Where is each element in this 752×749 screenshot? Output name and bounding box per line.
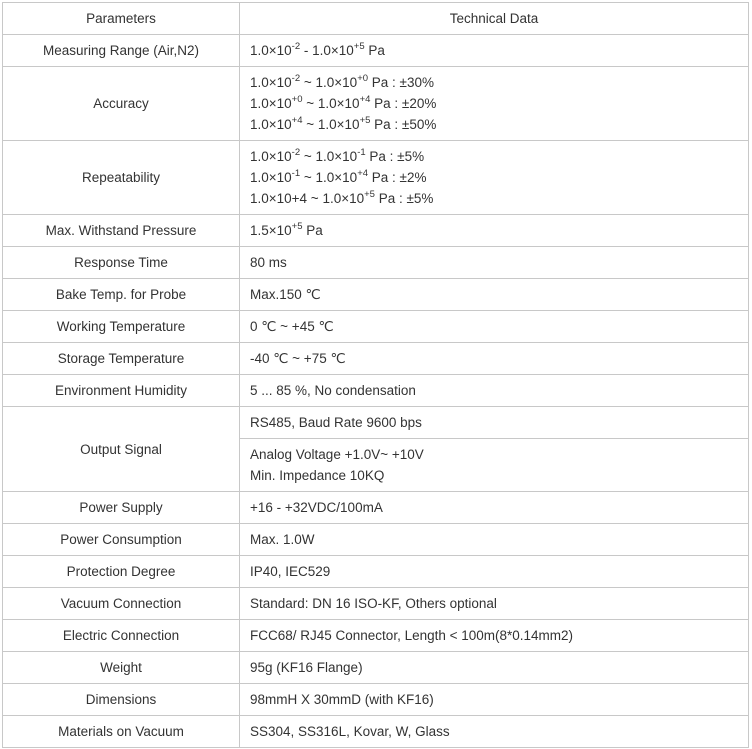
table-row-output-signal <box>3 407 749 439</box>
value-electric-connection <box>240 620 749 652</box>
param-working-temperature: Working Temperature <box>3 311 240 343</box>
table-row-power-consumption <box>3 524 749 556</box>
value-line <box>250 167 738 188</box>
value-output-signal <box>240 439 749 492</box>
value-measuring-range-air-n2 <box>240 35 749 67</box>
value-line <box>250 380 738 401</box>
value-line <box>250 284 738 305</box>
value-line <box>250 188 738 209</box>
table-row-vacuum-connection <box>3 588 749 620</box>
param-materials-on-vacuum: Materials on Vacuum <box>3 716 240 748</box>
table-row-dimensions <box>3 684 749 716</box>
value-text: 1.0×10 <box>250 75 292 90</box>
exponent: -2 <box>291 40 301 52</box>
value-line <box>250 497 738 518</box>
value-text: ~ 1.0×10 <box>300 170 358 185</box>
value-line <box>250 93 738 114</box>
exponent: -1 <box>291 167 301 179</box>
value-power-consumption <box>240 524 749 556</box>
value-text: 1.5×10 <box>250 223 292 238</box>
table-row-materials-on-vacuum <box>3 716 749 748</box>
param-weight: Weight <box>3 652 240 684</box>
param-power-supply: Power Supply <box>3 492 240 524</box>
value-line <box>250 625 738 646</box>
exponent: +4 <box>359 93 371 105</box>
value-line <box>250 114 738 135</box>
exponent: -2 <box>291 146 301 158</box>
value-working-temperature <box>240 311 749 343</box>
param-accuracy: Accuracy <box>3 67 240 141</box>
value-line <box>250 593 738 614</box>
header-technical-data: Technical Data <box>240 3 749 35</box>
value-weight <box>240 652 749 684</box>
exponent: +5 <box>359 114 371 126</box>
table-row-weight <box>3 652 749 684</box>
exponent: +0 <box>291 93 303 105</box>
value-text: ~ 1.0×10 <box>302 117 360 132</box>
value-storage-temperature <box>240 343 749 375</box>
value-text: Pa <box>364 43 385 58</box>
value-line <box>250 444 738 465</box>
header-parameters: Parameters <box>3 3 240 35</box>
value-text: Max. 1.0W <box>250 532 315 547</box>
param-power-consumption: Power Consumption <box>3 524 240 556</box>
table-row-response-time <box>3 247 749 279</box>
value-text: RS485, Baud Rate 9600 bps <box>250 415 422 430</box>
param-storage-temperature: Storage Temperature <box>3 343 240 375</box>
value-text: - 1.0×10 <box>300 43 354 58</box>
value-text: Standard: DN 16 ISO-KF, Others optional <box>250 596 497 611</box>
value-text: 1.0×10 <box>250 170 292 185</box>
param-measuring-range-air-n2: Measuring Range (Air,N2) <box>3 35 240 67</box>
value-text: -40 ℃ ~ +75 ℃ <box>250 351 346 366</box>
table-row-bake-temp-for-probe <box>3 279 749 311</box>
table-row-electric-connection <box>3 620 749 652</box>
param-electric-connection: Electric Connection <box>3 620 240 652</box>
table-row-working-temperature <box>3 311 749 343</box>
exponent: +4 <box>291 114 303 126</box>
value-text: Max.150 ℃ <box>250 287 321 302</box>
value-protection-degree <box>240 556 749 588</box>
value-accuracy <box>240 67 749 141</box>
exponent: +4 <box>357 167 369 179</box>
value-text: Pa : ±20% <box>370 96 437 111</box>
value-text: 1.0×10 <box>250 149 292 164</box>
table-row-storage-temperature <box>3 343 749 375</box>
table-row-power-supply <box>3 492 749 524</box>
table-row-accuracy <box>3 67 749 141</box>
param-environment-humidity: Environment Humidity <box>3 375 240 407</box>
value-text: 0 ℃ ~ +45 ℃ <box>250 319 334 334</box>
exponent: +5 <box>291 220 303 232</box>
value-line <box>250 40 738 61</box>
value-text: 1.0×10+4 ~ 1.0×10 <box>250 191 365 206</box>
param-response-time: Response Time <box>3 247 240 279</box>
value-vacuum-connection <box>240 588 749 620</box>
param-output-signal: Output Signal <box>3 407 240 492</box>
value-text: SS304, SS316L, Kovar, W, Glass <box>250 724 450 739</box>
value-materials-on-vacuum <box>240 716 749 748</box>
value-power-supply <box>240 492 749 524</box>
param-protection-degree: Protection Degree <box>3 556 240 588</box>
value-text: ~ 1.0×10 <box>300 75 358 90</box>
table-row-protection-degree <box>3 556 749 588</box>
value-line <box>250 465 738 486</box>
table-row-max-withstand-pressure <box>3 215 749 247</box>
exponent: +5 <box>364 188 375 200</box>
exponent: -2 <box>291 72 301 84</box>
value-line <box>250 721 738 742</box>
value-text: 1.0×10 <box>250 96 292 111</box>
param-bake-temp-for-probe: Bake Temp. for Probe <box>3 279 240 311</box>
value-text: ~ 1.0×10 <box>300 149 358 164</box>
value-text: FCC68/ RJ45 Connector, Length < 100m(8*0.14mm2) <box>250 628 574 643</box>
value-line <box>250 689 738 710</box>
value-line <box>250 252 738 273</box>
value-text: Pa : ±5% <box>374 191 434 206</box>
value-bake-temp-for-probe <box>240 279 749 311</box>
value-text: 95g (KF16 Flange) <box>250 660 363 675</box>
value-line <box>250 316 738 337</box>
table-header-row <box>3 3 749 35</box>
value-text: +16 - +32VDC/100mA <box>250 500 383 515</box>
value-line <box>250 220 738 241</box>
param-max-withstand-pressure: Max. Withstand Pressure <box>3 215 240 247</box>
value-line <box>250 412 738 433</box>
value-line <box>250 146 738 167</box>
exponent: +0 <box>357 72 369 84</box>
value-line <box>250 657 738 678</box>
param-repeatability: Repeatability <box>3 141 240 215</box>
value-text: Pa <box>302 223 323 238</box>
exponent: -1 <box>357 146 366 158</box>
value-line <box>250 561 738 582</box>
table-row-repeatability <box>3 141 749 215</box>
param-vacuum-connection: Vacuum Connection <box>3 588 240 620</box>
value-environment-humidity <box>240 375 749 407</box>
table-row-environment-humidity <box>3 375 749 407</box>
value-output-signal <box>240 407 749 439</box>
value-repeatability <box>240 141 749 215</box>
value-text: Min. Impedance 10KQ <box>250 468 385 483</box>
value-dimensions <box>240 684 749 716</box>
value-text: ~ 1.0×10 <box>302 96 360 111</box>
value-text: Analog Voltage +1.0V~ +10V <box>250 447 424 462</box>
table-row-measuring-range-air-n2 <box>3 35 749 67</box>
value-line <box>250 529 738 550</box>
value-text: Pa : ±50% <box>370 117 437 132</box>
value-max-withstand-pressure <box>240 215 749 247</box>
value-text: Pa : ±2% <box>368 170 427 185</box>
value-text: 80 ms <box>250 255 287 270</box>
exponent: +5 <box>353 40 365 52</box>
spec-table <box>2 2 749 748</box>
value-text: 98mmH X 30mmD (with KF16) <box>250 692 434 707</box>
value-text: 5 ... 85 %, No condensation <box>250 383 416 398</box>
value-response-time <box>240 247 749 279</box>
value-text: 1.0×10 <box>250 117 292 132</box>
value-line <box>250 72 738 93</box>
value-line <box>250 348 738 369</box>
value-text: Pa : ±5% <box>365 149 425 164</box>
value-text: IP40, IEC529 <box>250 564 331 579</box>
param-dimensions: Dimensions <box>3 684 240 716</box>
value-text: 1.0×10 <box>250 43 292 58</box>
value-text: Pa : ±30% <box>368 75 434 90</box>
